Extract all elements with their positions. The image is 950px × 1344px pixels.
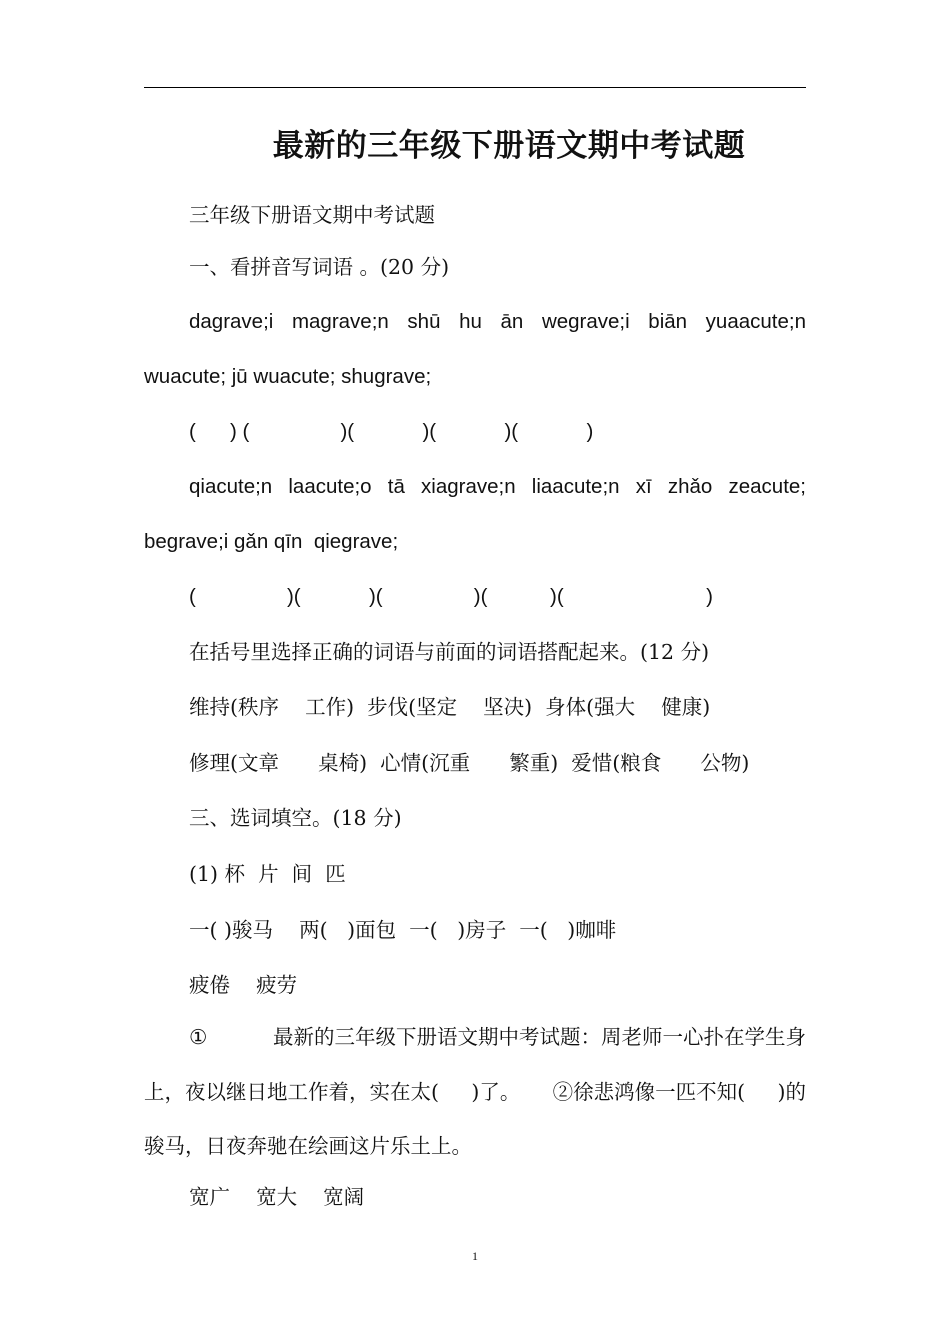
- pinyin-row-1-continued: wuacute; jū wuacute; shugrave;: [144, 365, 432, 388]
- sentence-line-3: 骏马，日夜奔驰在绘画这片乐土上。: [144, 1134, 472, 1158]
- page-number: 1: [472, 1249, 478, 1263]
- pinyin-word: tā: [387, 475, 405, 498]
- pinyin-word: xiagrave;n: [421, 475, 516, 498]
- pinyin-word: hu: [459, 310, 482, 333]
- sentence-text: )了。: [471, 1080, 521, 1104]
- word-choice-line-1: 维持(秩序 工作) 步伐(坚定 坚决) 身体(强大 健康): [189, 695, 711, 719]
- pinyin-word: magrave;n: [291, 310, 389, 333]
- pinyin-word: xī: [635, 475, 652, 498]
- circled-number: ①: [189, 1025, 208, 1049]
- pinyin-word: wegrave;i: [541, 310, 630, 333]
- pinyin-word: zeacute;: [728, 475, 806, 498]
- pinyin-word: biān: [648, 310, 688, 333]
- document-title: 最新的三年级下册语文期中考试题: [272, 128, 746, 164]
- pinyin-word: ān: [500, 310, 524, 333]
- section-two-heading: 在括号里选择正确的词语与前面的词语搭配起来。(12 分): [189, 640, 710, 664]
- word-choice-line-2: 修理(文章 桌椅) 心情(沉重 繁重) 爱惜(粮食 公物): [189, 751, 750, 775]
- pinyin-word: laacute;o: [288, 475, 372, 498]
- pinyin-word: liaacute;n: [531, 475, 620, 498]
- section-one-heading: 一、看拼音写词语 。(20 分): [189, 255, 450, 279]
- word-options-2: 疲倦 疲劳: [189, 973, 298, 997]
- answer-blanks-row-2: ( )( )( )( )( ): [189, 585, 713, 608]
- header-rule: [144, 87, 806, 88]
- word-options-3: 宽广 宽大 宽阔: [189, 1185, 365, 1209]
- sentence-text: )的: [777, 1080, 806, 1104]
- sentence-text: 上，夜以继日地工作着，实在太(: [144, 1080, 439, 1104]
- sentence-line-2: [144, 1077, 806, 1107]
- sentence-text: 最新的三年级下册语文期中考试题：周老师一心扑在学生身: [273, 1025, 806, 1049]
- measure-word-blanks: 一( )骏马 两( )面包 一( )房子 一( )咖啡: [189, 918, 617, 942]
- sentence-text: ②徐悲鸿像一匹不知(: [552, 1080, 746, 1104]
- pinyin-word: qiacute;n: [189, 475, 273, 498]
- subtitle-line: 三年级下册语文期中考试题: [189, 203, 435, 227]
- pinyin-word: shū: [407, 310, 441, 333]
- section-three-heading: 三、选词填空。(18 分): [189, 806, 402, 830]
- measure-word-options: (1) 杯 片 间 匹: [189, 862, 346, 886]
- pinyin-word: dagrave;i: [189, 310, 274, 333]
- pinyin-word: zhǎo: [667, 475, 713, 498]
- answer-blanks-row-1: ( ) ( )( )( )( ): [189, 420, 594, 443]
- pinyin-word: yuaacute;n: [705, 310, 806, 333]
- sentence-line-1: [189, 1022, 806, 1052]
- pinyin-row-1: [189, 307, 806, 337]
- pinyin-row-2-continued: begrave;i gǎn qīn qiegrave;: [144, 530, 399, 553]
- pinyin-row-2: [189, 472, 806, 502]
